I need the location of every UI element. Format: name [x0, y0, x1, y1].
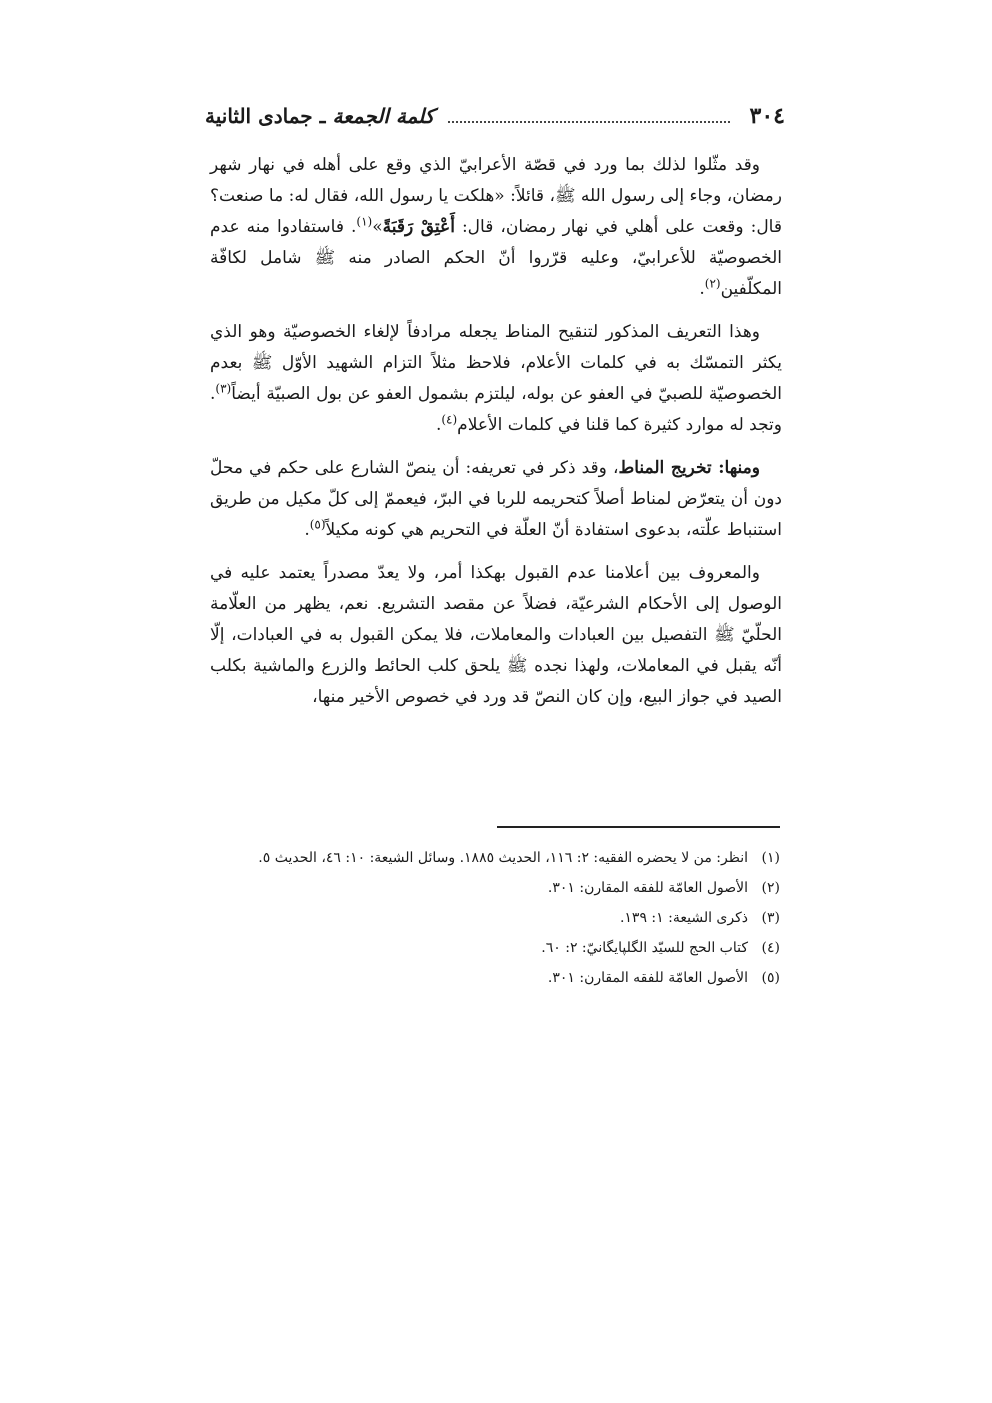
footnote-ref[interactable]: (٥)	[309, 517, 326, 532]
running-title-suffix: ـ جمادى الثانية	[205, 104, 326, 128]
text-run: وقد مثّلوا لذلك بما ورد في قصّة الأعرابيّ الذي وقع على أهله في نهار شهر رمضان، وجاء إلى رسول الله ﷺ، قائلاً: «هلكت يا رسول الله، فقال له: ما صنعت؟ قال: وقعت على أهلي في نهار رمضان، قال:	[210, 155, 782, 237]
calligraphy-logo: كلمة الجمعة	[332, 104, 435, 128]
footnote-number: (١)	[761, 850, 780, 866]
running-header	[205, 98, 785, 134]
footnote-text: ذكرى الشيعة: ١: ١٣٩.	[619, 910, 748, 926]
footnote-ref[interactable]: (١)	[356, 214, 373, 229]
text-run: والمعروف بين أعلامنا عدم القبول بهكذا أمر، ولا يعدّ مصدراً يعتمد عليه في الوصول إلى الأحكام الشرعيّة، فضلاً عن مقصد التشريع. نعم، يظهر من العلّامة الحلّيّ ﷺ التفصيل بين العبادات والمعاملات، فلا يمكن القبول به في العبادات، إلّا أنّه يقبل في المعاملات، ولهذا نجده ﷺ يلحق كلب الحائط والزرع والماشية بكلب الصيد في جواز البيع، وإن كان النصّ قد ورد في خصوص الأخير منها،	[210, 563, 782, 707]
footnote-number: (٤)	[761, 940, 780, 956]
text-run: .	[435, 415, 442, 435]
footnote-ref[interactable]: (٣)	[215, 381, 232, 396]
footnote-number: (٥)	[761, 970, 780, 986]
footnotes	[210, 843, 780, 993]
dotted-leader	[448, 121, 729, 123]
footnote-item	[210, 903, 780, 933]
paragraph-2	[210, 317, 782, 441]
footnote-text: كتاب الحج للسيّد الگلپايگانيّ: ٢: ٦٠.	[541, 940, 748, 956]
footnote-item	[210, 873, 780, 903]
footnote-number: (٣)	[761, 910, 780, 926]
paragraph-1	[210, 150, 782, 305]
footnote-ref[interactable]: (٢)	[704, 276, 721, 291]
text-run: . فاستفادوا منه عدم الخصوصيّة للأعرابيّ، وعليه قرّروا أنّ الحكم الصادر منه ﷺ شامل لكافّة المكلّفين	[210, 217, 782, 299]
footnote-ref[interactable]: (٤)	[441, 412, 458, 427]
footnote-item	[210, 933, 780, 963]
footnote-item	[210, 843, 780, 873]
running-title	[205, 104, 434, 128]
footnote-number: (٢)	[761, 880, 780, 896]
footnote-text: الأصول العامّة للفقه المقارن: ٣٠١.	[547, 880, 748, 896]
page-number: ٣٠٤	[749, 103, 785, 129]
footnote-item	[210, 963, 780, 993]
text-run: ، وقد ذكر في تعريفه: أن ينصّ الشارع على حكم في محلّ دون أن يتعرّض لمناط أصلاً كتحريمه للربا في البرّ، فيعممّ إلى كلّ مكيل من طريق استنباط علّته، بدعوى استفادة أنّ العلّة في التحريم هي كونه مكيلاً	[210, 458, 782, 540]
section-heading: ومنها: تخريج المناط	[618, 458, 760, 478]
footnote-text: الأصول العامّة للفقه المقارن: ٣٠١.	[547, 970, 748, 986]
emphasis: أَعْتِقْ رَقَبَةً	[382, 217, 455, 237]
text-run: .	[304, 520, 310, 540]
text-run: »	[372, 217, 383, 237]
main-text	[210, 150, 782, 725]
paragraph-4	[210, 558, 782, 713]
text-run: .	[699, 279, 705, 299]
footnote-text: انظر: من لا يحضره الفقيه: ٢: ١١٦، الحديث ١٨٨٥. وسائل الشيعة: ١٠: ٤٦، الحديث ٥.	[258, 850, 748, 866]
footnote-divider	[497, 826, 780, 828]
text-run: وهذا التعريف المذكور لتنقيح المناط يجعله مرادفاً لإلغاء الخصوصيّة وهو الذي يكثر التمسّك به في كلمات الأعلام، فلاحظ مثلاً التزام الشهيد الأوّل ﷺ بعدم الخصوصيّة للصبيّ في العفو عن بوله، ليلتزم بشمول العفو عن بول الصبيّة أيضاً	[210, 322, 782, 404]
text-run: . وتجد له موارد كثيرة كما قلنا في كلمات الأعلام	[210, 384, 782, 435]
paragraph-3	[210, 453, 782, 546]
